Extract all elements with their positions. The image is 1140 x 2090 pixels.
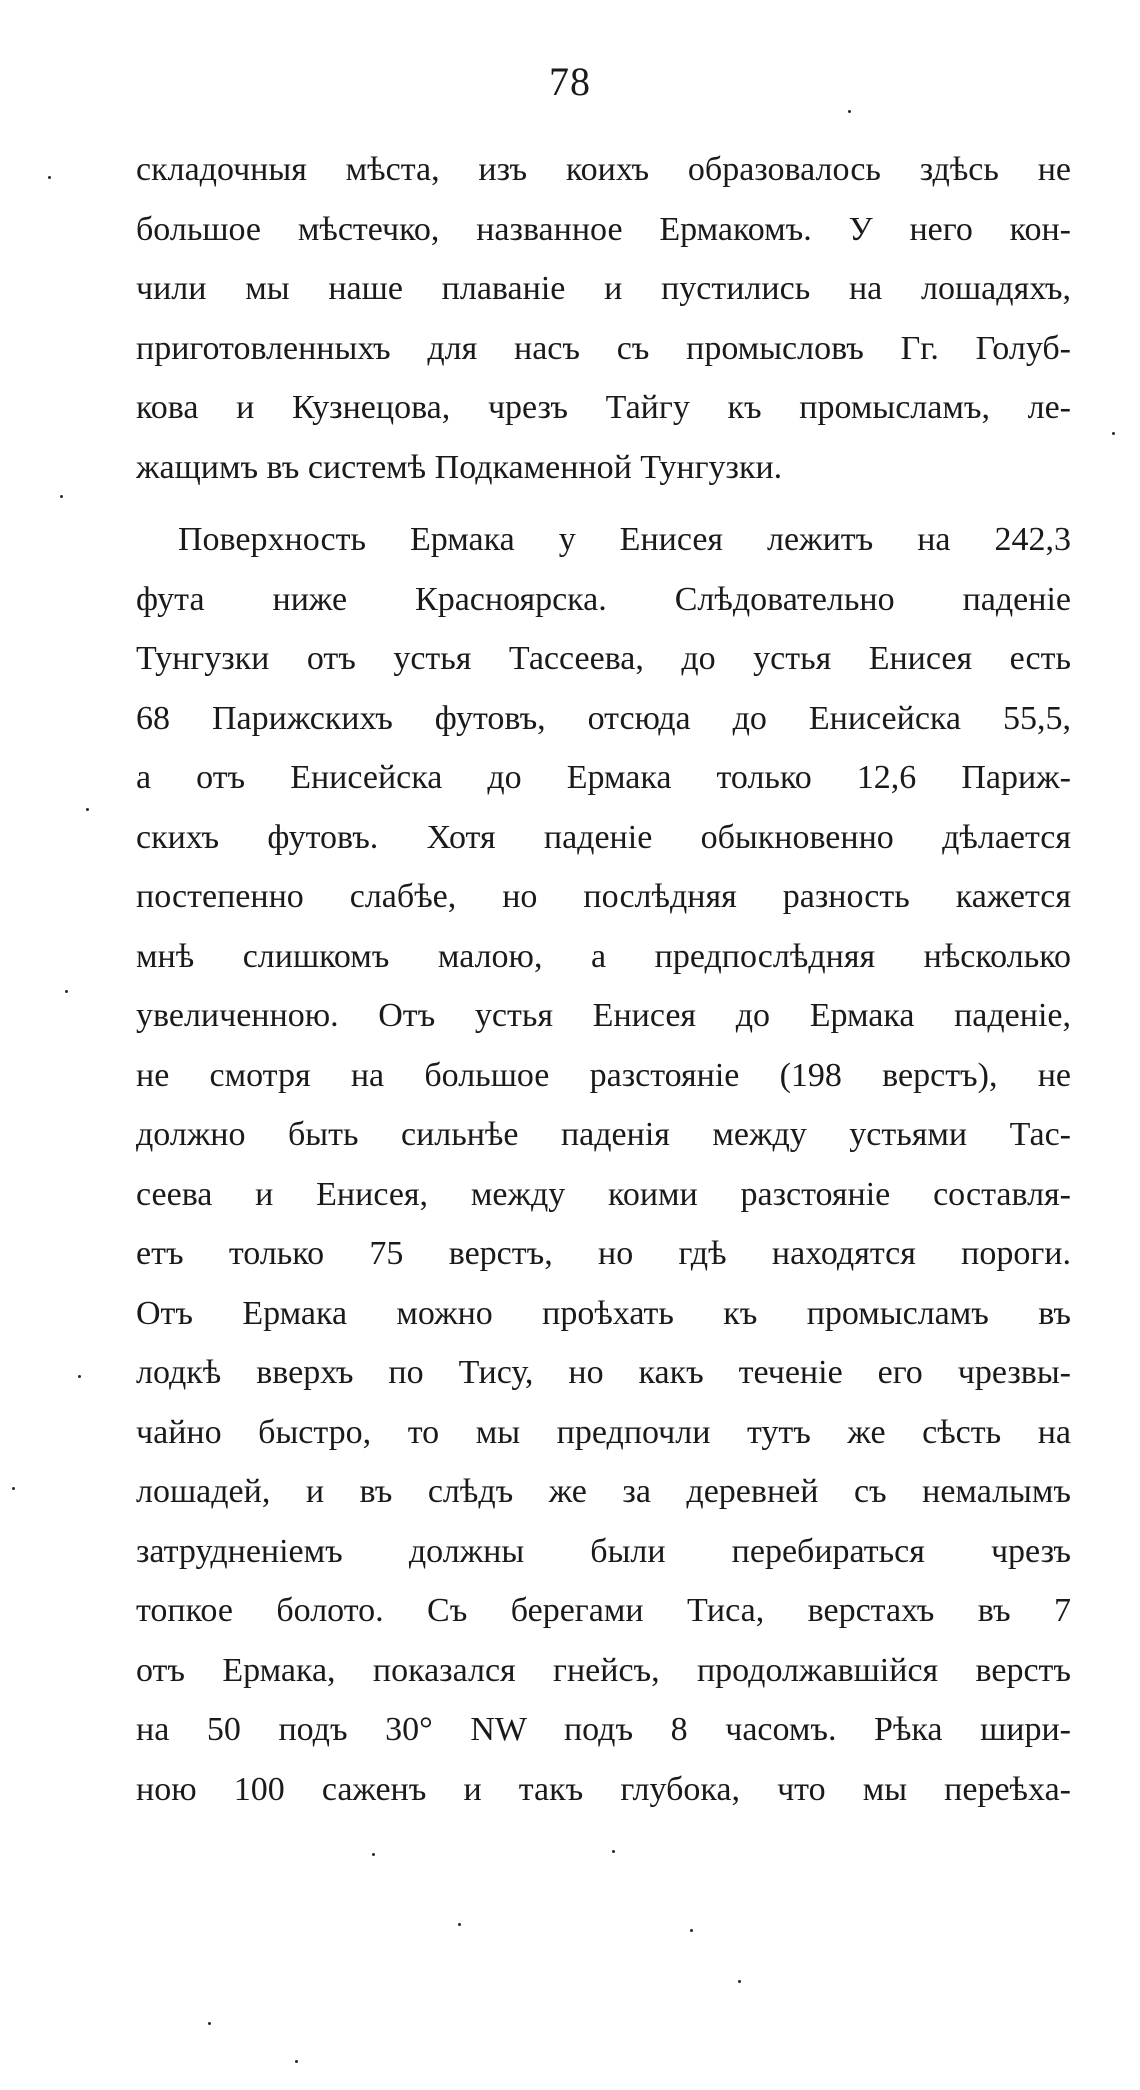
text-line: чайно быстро, то мы предпочли тутъ же сѣсть на [136,1413,1071,1451]
scan-speck [295,2060,298,2063]
text-line: не смотря на большое разстояніе (198 верстъ), не [136,1056,1071,1094]
text-line: мнѣ слишкомъ малою, а предпослѣдняя нѣсколько [136,937,1071,975]
text-line: ною 100 саженъ и такъ глубока, что мы переѣха- [136,1770,1071,1808]
scan-speck [86,808,89,811]
text-line: етъ только 75 верстъ, но гдѣ находятся пороги. [136,1235,1071,1272]
text-line: постепенно слабѣе, но послѣдняя разность кажется [136,878,1071,915]
text-line: фута ниже Красноярска. Слѣдовательно паденіе [136,580,1071,618]
text-line: топкое болото. Съ берегами Тиса, верстахъ въ 7 [136,1592,1071,1629]
scan-speck [65,990,68,993]
text-line: большое мѣстечко, названное Ермакомъ. У него кон- [136,210,1071,248]
paragraph-2 [136,510,1071,1819]
scan-speck [372,1853,375,1856]
scan-speck [612,1850,615,1853]
text-line: должно быть сильнѣе паденія между устьями Тас- [136,1116,1071,1153]
text-line: затрудненіемъ должны были перебираться чрезъ [136,1532,1071,1570]
text-line: отъ Ермака, показался гнейсъ, продолжавшійся верстъ [136,1651,1071,1689]
scan-speck [1112,432,1115,435]
scan-speck [78,1375,81,1378]
scan-speck [60,495,63,498]
text-line: 68 Парижскихъ футовъ, отсюда до Енисейска 55,5, [136,699,1071,737]
scan-speck [690,1929,693,1932]
text-line: приготовленныхъ для насъ съ промысловъ Гг. Голуб- [136,329,1071,367]
text-line-indented: Поверхность Ермака у Енисея лежитъ на 242,3 [178,521,1071,558]
scan-speck [848,110,851,113]
text-line: сеева и Енисея, между коими разстояніе составля- [136,1175,1071,1213]
page-number: 78 [549,59,591,104]
text-line: лошадей, и въ слѣдъ же за деревней съ немалымъ [136,1473,1071,1510]
text-line: Отъ Ермака можно проѣхать къ промысламъ въ [136,1294,1071,1332]
text-line: жащимъ въ системѣ Подкаменной Тунгузки. [136,448,783,486]
scan-speck [458,1923,461,1926]
text-line: скихъ футовъ. Хотя паденіе обыкновенно дѣлается [136,818,1071,856]
scan-speck [738,1980,741,1983]
text-line: увеличенною. Отъ устья Енисея до Ермака паденіе, [136,997,1071,1034]
scan-speck [48,176,51,179]
text-line: складочныя мѣста, изъ коихъ образовалось здѣсь не [136,151,1071,188]
text-line: Тунгузки отъ устья Тассеева, до устья Енисея есть [136,640,1071,677]
text-line: кова и Кузнецова, чрезъ Тайгу къ промысламъ, ле- [136,389,1071,426]
text-line: лодкѣ вверхъ по Тису, но какъ теченіе его чрезвы- [136,1354,1071,1391]
scan-speck [12,1487,15,1490]
paragraph-1 [136,140,1071,497]
text-line: а отъ Енисейска до Ермака только 12,6 Париж- [136,759,1071,796]
scan-speck [208,2022,211,2025]
text-line: чили мы наше плаваніе и пустились на лошадяхъ, [136,270,1071,307]
text-line: на 50 подъ 30° NW подъ 8 часомъ. Рѣка шири- [136,1711,1071,1748]
